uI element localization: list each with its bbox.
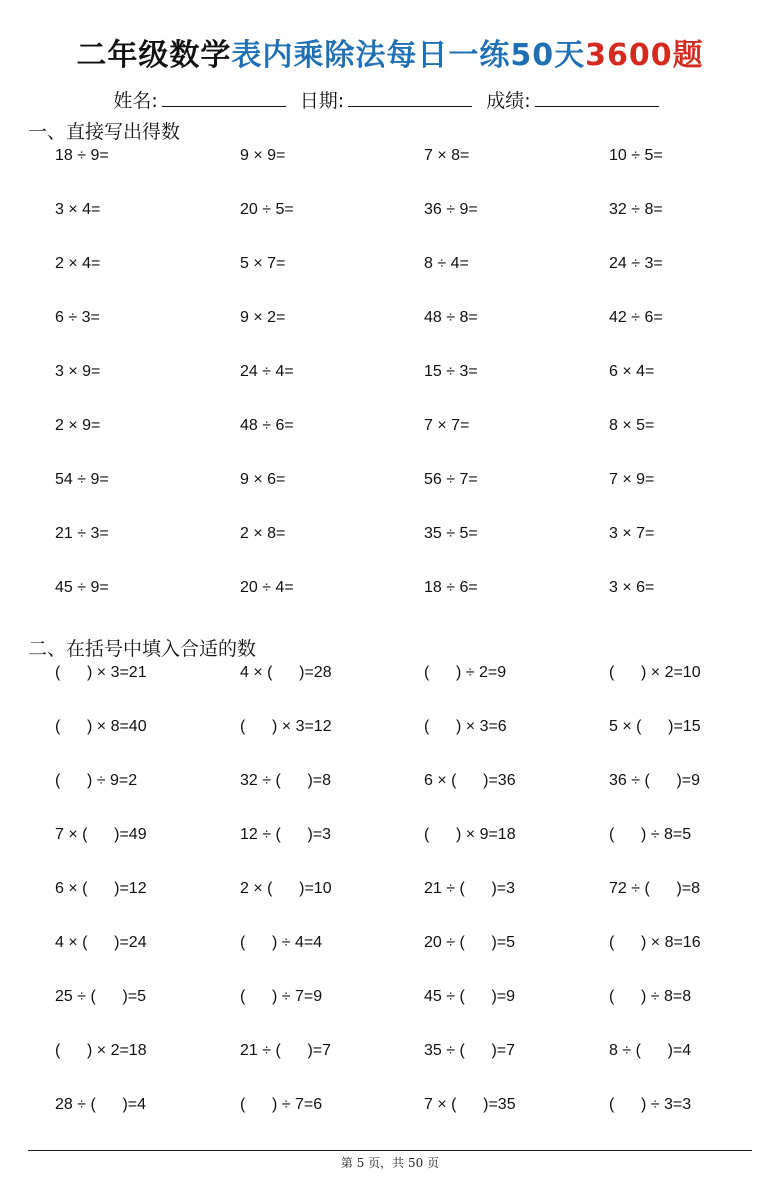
- problem-item: 7 × ( )=49: [55, 826, 147, 843]
- problem-item: ( ) ÷ 4=4: [240, 934, 323, 951]
- problem-item: 9 × 6=: [240, 471, 286, 488]
- problem-item: ( ) × 3=12: [240, 718, 332, 735]
- footer-divider: [28, 1150, 752, 1151]
- problem-item: ( ) ÷ 3=3: [609, 1096, 692, 1113]
- problem-item: 7 × ( )=35: [424, 1096, 516, 1113]
- name-label: 姓名:: [113, 90, 158, 112]
- problem-item: 18 ÷ 9=: [55, 147, 109, 164]
- problem-item: 18 ÷ 6=: [424, 579, 478, 596]
- problem-item: 32 ÷ ( )=8: [240, 772, 332, 789]
- problem-item: 3 × 6=: [609, 579, 655, 596]
- problem-item: 9 × 9=: [240, 147, 286, 164]
- problem-item: ( ) × 3=21: [55, 664, 147, 681]
- problem-item: ( ) ÷ 8=5: [609, 826, 692, 843]
- problem-item: 3 × 7=: [609, 525, 655, 542]
- score-blank: [535, 88, 659, 107]
- date-label: 日期:: [299, 90, 345, 112]
- problem-item: 6 ÷ 3=: [55, 309, 100, 326]
- problem-item: 2 × ( )=10: [240, 880, 332, 897]
- problem-item: 2 × 8=: [240, 525, 286, 542]
- problem-item: 25 ÷ ( )=5: [55, 988, 147, 1005]
- score-label: 成绩:: [486, 90, 531, 112]
- title-grade: 二年级数学: [76, 38, 232, 73]
- problem-item: 72 ÷ ( )=8: [609, 880, 701, 897]
- problem-item: 10 ÷ 5=: [609, 147, 663, 164]
- problem-item: 20 ÷ ( )=5: [424, 934, 516, 951]
- problem-item: 4 × ( )=24: [55, 934, 147, 951]
- problem-item: 7 × 8=: [424, 147, 470, 164]
- problem-item: 5 × 7=: [240, 255, 286, 272]
- problem-item: 3 × 9=: [55, 363, 101, 380]
- problem-item: ( ) × 2=10: [609, 664, 701, 681]
- problem-item: 36 ÷ 9=: [424, 201, 478, 218]
- problem-item: ( ) × 2=18: [55, 1042, 147, 1059]
- problem-item: 3 × 4=: [55, 201, 101, 218]
- problem-item: 8 × 5=: [609, 417, 655, 434]
- student-info-line: [0, 86, 780, 113]
- title-topic: 表内乘除法每日一练50天: [231, 38, 586, 73]
- problem-item: ( ) × 8=16: [609, 934, 701, 951]
- problem-item: 2 × 4=: [55, 255, 101, 272]
- problem-item: ( ) × 8=40: [55, 718, 147, 735]
- problem-item: 45 ÷ 9=: [55, 579, 109, 596]
- problem-item: 42 ÷ 6=: [609, 309, 663, 326]
- section2-heading: 二、在括号中填入合适的数: [28, 638, 257, 660]
- problem-item: 48 ÷ 6=: [240, 417, 294, 434]
- problem-item: ( ) ÷ 8=8: [609, 988, 692, 1005]
- problem-item: 8 ÷ ( )=4: [609, 1042, 692, 1059]
- problem-item: 54 ÷ 9=: [55, 471, 109, 488]
- page-footer: 第 5 页，共 50 页: [340, 1156, 440, 1170]
- problem-item: 32 ÷ 8=: [609, 201, 663, 218]
- problem-item: 7 × 9=: [609, 471, 655, 488]
- date-blank: [348, 88, 472, 107]
- page-title: [0, 30, 780, 74]
- problem-item: 45 ÷ ( )=9: [424, 988, 516, 1005]
- problem-item: 20 ÷ 4=: [240, 579, 294, 596]
- problem-item: 35 ÷ ( )=7: [424, 1042, 516, 1059]
- problem-item: ( ) ÷ 9=2: [55, 772, 138, 789]
- problem-item: 7 × 7=: [424, 417, 470, 434]
- problem-item: 21 ÷ ( )=7: [240, 1042, 332, 1059]
- problem-item: 28 ÷ ( )=4: [55, 1096, 147, 1113]
- problem-item: 21 ÷ 3=: [55, 525, 109, 542]
- problem-item: 56 ÷ 7=: [424, 471, 478, 488]
- problem-item: ( ) ÷ 2=9: [424, 664, 507, 681]
- problem-item: 6 × ( )=12: [55, 880, 147, 897]
- problem-item: 15 ÷ 3=: [424, 363, 478, 380]
- title-count: 3600题: [585, 38, 704, 73]
- problem-item: 5 × ( )=15: [609, 718, 701, 735]
- problem-item: 6 × 4=: [609, 363, 655, 380]
- problem-item: 20 ÷ 5=: [240, 201, 294, 218]
- problem-item: 2 × 9=: [55, 417, 101, 434]
- problem-item: 24 ÷ 3=: [609, 255, 663, 272]
- problem-item: ( ) × 3=6: [424, 718, 507, 735]
- problem-item: 12 ÷ ( )=3: [240, 826, 332, 843]
- problem-item: 35 ÷ 5=: [424, 525, 478, 542]
- problem-item: 48 ÷ 8=: [424, 309, 478, 326]
- problem-item: 6 × ( )=36: [424, 772, 516, 789]
- problem-item: ( ) ÷ 7=6: [240, 1096, 323, 1113]
- problem-item: 36 ÷ ( )=9: [609, 772, 701, 789]
- problem-item: 21 ÷ ( )=3: [424, 880, 516, 897]
- problem-item: 8 ÷ 4=: [424, 255, 469, 272]
- problem-item: ( ) ÷ 7=9: [240, 988, 323, 1005]
- problem-item: ( ) × 9=18: [424, 826, 516, 843]
- problem-item: 4 × ( )=28: [240, 664, 332, 681]
- name-blank: [162, 88, 286, 107]
- problem-item: 9 × 2=: [240, 309, 286, 326]
- problem-item: 24 ÷ 4=: [240, 363, 294, 380]
- section1-heading: 一、直接写出得数: [28, 121, 181, 143]
